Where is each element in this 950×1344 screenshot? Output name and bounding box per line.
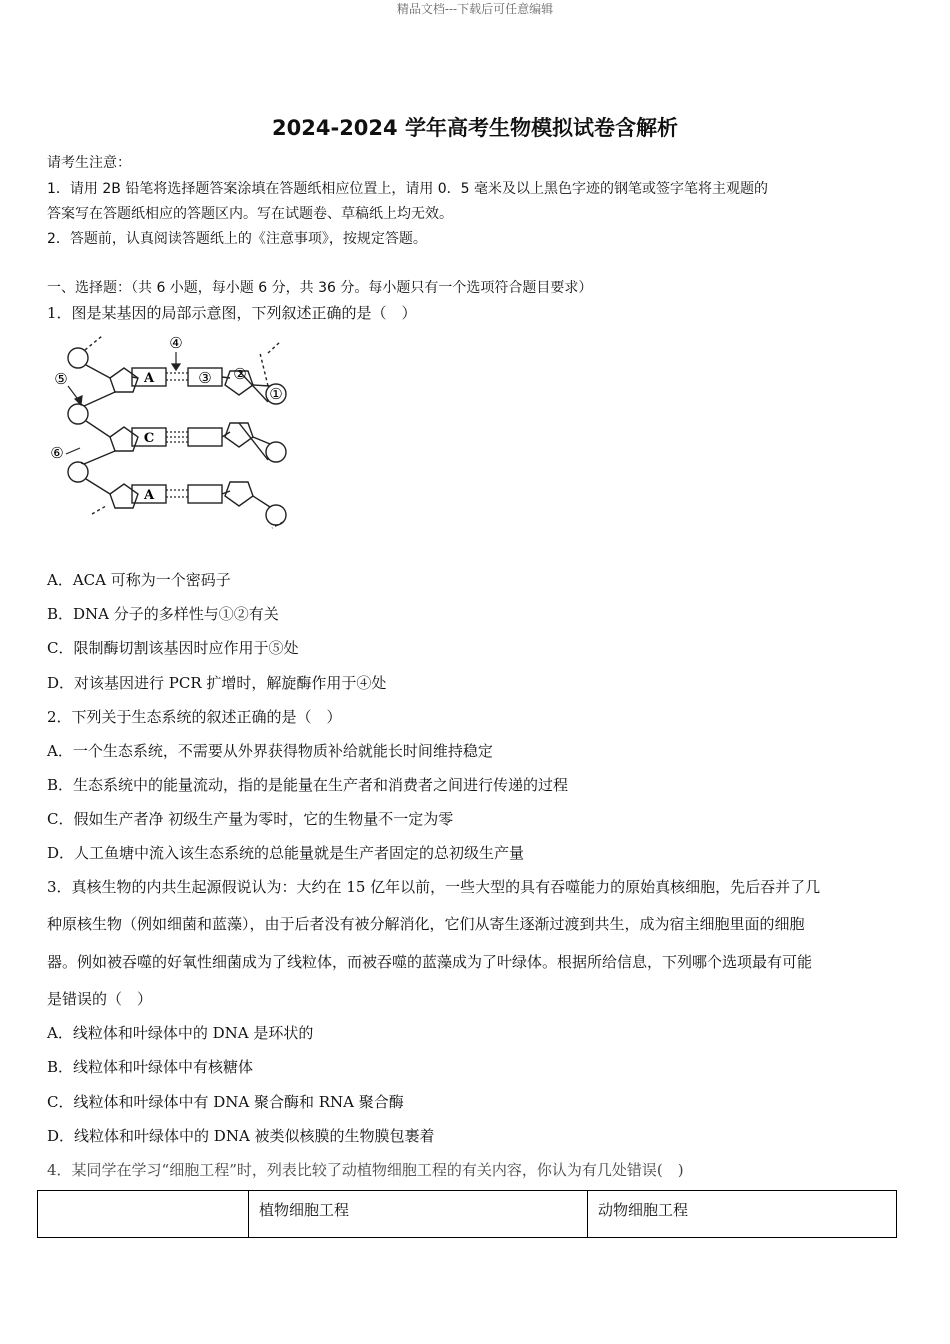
phosphate-circle: [266, 442, 286, 462]
question-2-stem: 2．下列关于生态系统的叙述正确的是（ ）: [47, 708, 342, 726]
page-title: 2024-2024 学年高考生物模拟试卷含解析: [272, 116, 678, 140]
label-1: ①: [269, 385, 283, 403]
question-4-stem: 4．某同学在学习“细胞工程”时，列表比较了动植物细胞工程的有关内容，你认为有几处错误( ): [47, 1161, 684, 1179]
notice-line: 1．请用 2B 铅笔将选择题答案涂填在答题纸相应位置上，请用 0．5 毫米及以上黑色字迹的钢笔或签字笔将主观题的: [47, 181, 769, 197]
question-3-stem: 3．真核生物的内共生起源假说认为：大约在 15 亿年以前，一些大型的具有吞噬能力的原始真核细胞，先后吞并了几: [47, 878, 821, 896]
deoxyribose-pentagon: [110, 484, 138, 508]
q1-option-c: C．限制酶切割该基因时应作用于⑤处: [47, 639, 299, 657]
q2-option-d: D．人工鱼塘中流入该生态系统的总能量就是生产者固定的总初级生产量: [47, 844, 525, 862]
q3-option-c: C．线粒体和叶绿体中有 DNA 聚合酶和 RNA 聚合酶: [47, 1093, 404, 1111]
table-header-cell: 植物细胞工程: [249, 1191, 588, 1238]
question-3-stem: 器。例如被吞噬的好氧性细菌成为了线粒体，而被吞噬的蓝藻成为了叶绿体。根据所给信息，下列哪个选项最有可能: [47, 953, 813, 971]
page-watermark: 精品文档---下载后可任意编辑: [396, 2, 554, 16]
q2-option-b: B．生态系统中的能量流动，指的是能量在生产者和消费者之间进行传递的过程: [47, 776, 569, 794]
phosphate-circle: [68, 404, 88, 424]
label-5: ⑤: [54, 370, 68, 388]
comparison-table: [37, 1190, 897, 1238]
table-header-cell: [38, 1191, 249, 1238]
table-header-cell: 动物细胞工程: [588, 1191, 897, 1238]
question-3-stem: 种原核生物（例如细菌和蓝藻），由于后者没有被分解消化，它们从寄生逐渐过渡到共生，成为宿主细胞里面的细胞: [47, 915, 805, 933]
deoxyribose-pentagon: [225, 482, 253, 506]
phosphate-circle: [68, 462, 88, 482]
q2-option-a: A．一个生态系统，不需要从外界获得物质补给就能长时间维持稳定: [47, 742, 493, 760]
deoxyribose-pentagon: [110, 368, 138, 392]
phosphate-circle: [68, 348, 88, 368]
q1-option-b: B．DNA 分子的多样性与①②有关: [47, 605, 279, 623]
q3-option-b: B．线粒体和叶绿体中有核糖体: [47, 1058, 254, 1076]
question-1-stem: 1．图是某基因的局部示意图，下列叙述正确的是（ ）: [47, 304, 417, 322]
q3-option-a: A．线粒体和叶绿体中的 DNA 是环状的: [47, 1024, 314, 1042]
q2-option-c: C．假如生产者净 初级生产量为零时，它的生物量不一定为零: [47, 810, 454, 828]
base-label: C: [143, 431, 155, 446]
base-label: A: [143, 371, 155, 386]
label-6: ⑥: [50, 444, 64, 462]
q1-option-d: D．对该基因进行 PCR 扩增时，解旋酶作用于④处: [47, 674, 387, 692]
base-label: A: [143, 488, 155, 503]
dna-diagram: [40, 328, 300, 533]
notice-heading: 请考生注意：: [47, 155, 131, 171]
deoxyribose-pentagon: [110, 427, 138, 451]
base-box: [188, 428, 222, 446]
section-heading: 一、选择题：（共 6 小题，每小题 6 分，共 36 分。每小题只有一个选项符合题目要求）: [47, 280, 593, 296]
q1-option-a: A．ACA 可称为一个密码子: [47, 571, 231, 589]
label-3: ③: [198, 369, 212, 387]
label-4: ④: [169, 334, 183, 352]
question-3-stem: 是错误的（ ）: [47, 990, 153, 1008]
label-2: ②: [233, 365, 247, 383]
q3-option-d: D．线粒体和叶绿体中的 DNA 被类似核膜的生物膜包裹着: [47, 1127, 435, 1145]
notice-line: 答案写在答题纸相应的答题区内。写在试题卷、草稿纸上均无效。: [47, 206, 453, 222]
base-box: [188, 485, 222, 503]
table-row: [38, 1191, 897, 1238]
notice-line: 2．答题前，认真阅读答题纸上的《注意事项》，按规定答题。: [47, 231, 427, 247]
